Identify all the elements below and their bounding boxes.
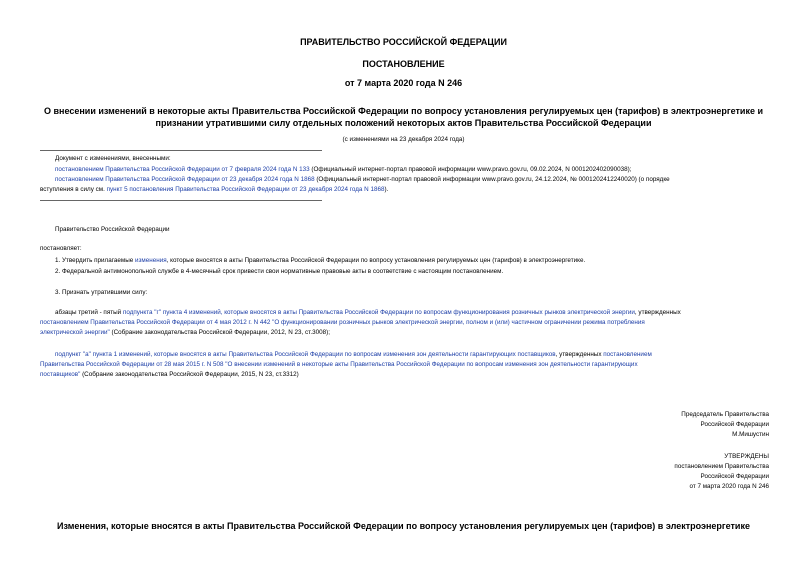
repeal-para-1-line2: [40, 318, 768, 328]
change-entry-2-text: (Официальный интернет-портал правовой информации www.pravo.gov.ru, 24.12.2024, № 0001202412240020) (о порядке: [314, 176, 670, 183]
changes-link[interactable]: изменения: [135, 257, 167, 264]
document-type: ПОСТАНОВЛЕНИЕ: [362, 59, 445, 69]
change-entry-2-cont: вступления в силу см. пункт 5 постановления Правительства Российской Федерации от 23 декабря 2024 года N 1868).: [40, 186, 389, 193]
change-link-133[interactable]: постановлением Правительства Российской Федерации от 7 февраля 2024 года N 133: [55, 166, 310, 173]
change-link-1868[interactable]: постановлением Правительства Российской Федерации от 23 декабря 2024 года N 1868: [55, 176, 315, 183]
bottom-divider: [40, 200, 322, 201]
approved-by: постановлением Правительства: [674, 463, 769, 470]
decree-442-link-cont[interactable]: электрической энергии": [40, 329, 110, 336]
item-2: 2. Федеральной антимонопольной службе в 4-месячный срок привести свои нормативные правовые акты в соответствие с настоящим постановлением.: [55, 268, 504, 275]
repeal-para-2-line2: [40, 360, 638, 370]
edition-note: (с изменениями на 23 декабря 2024 года): [342, 136, 465, 143]
approved-country: Российской Федерации: [700, 473, 769, 480]
decree-508-link[interactable]: постановлением: [603, 351, 652, 358]
repeal-link-changes-508[interactable]: подпункт "а" пункта 1 изменений, которые вносятся в акты Правительства Российской Федерации по вопросам изменения зон деятельности гарантирующих поставщиков: [55, 351, 556, 358]
repeal-link-changes-442[interactable]: подпункта "г" пункта 4 изменений, которые вносятся в акты Правительства Российской Федерации по вопросам функционирования розничных рынков электрической энергии: [122, 309, 635, 316]
repeal-para-2-line3: поставщиков" (Собрание законодательства Российской Федерации, 2015, N 23, ст.3312): [40, 371, 299, 378]
signature-block: [569, 410, 769, 440]
decree-442-link[interactable]: постановлением Правительства Российской Федерации от 4 мая 2012 г. N 442 "О функционировании розничных рынков электрической энергии, полном и (или) частичном ограничении режима потребления: [40, 319, 645, 326]
decree-508-link-end[interactable]: поставщиков": [40, 371, 81, 378]
change-entry-1: [55, 165, 631, 175]
approved-block: [569, 452, 769, 492]
item-1: 1. Утвердить прилагаемые изменения, которые вносятся в акты Правительства Российской Федерации по вопросу установления регулируемых цен (тарифов) в электроэнергетике.: [55, 257, 586, 264]
repeal-para-2-line1: подпункт "а" пункта 1 изменений, которые вносятся в акты Правительства Российской Федерации по вопросам изменения зон деятельности гарантирующих поставщиков, утвержденных постановлением: [55, 351, 652, 358]
signature-name: М.Мишустин: [732, 431, 769, 438]
document-title-line1: О внесении изменений в некоторые акты Правительства Российской Федерации по вопросу установления регулируемых цен (тарифов) в электроэнергетике и: [44, 106, 763, 116]
approved-date: от 7 марта 2020 года N 246: [689, 483, 769, 490]
document-date-number: от 7 марта 2020 года N 246: [344, 78, 463, 88]
change-entry-1-text: (Официальный интернет-портал правовой информации www.pravo.gov.ru, 09.02.2024, N 0001202402090038);: [309, 166, 632, 173]
appendix-title: Изменения, которые вносятся в акты Правительства Российской Федерации по вопросу установления регулируемых цен (тарифов) в электроэнергетике: [57, 521, 750, 531]
decrees-word: постановляет:: [40, 245, 82, 252]
issuer: Правительство Российской Федерации: [55, 226, 170, 233]
item-3: 3. Признать утратившими силу:: [55, 289, 148, 296]
government-heading: ПРАВИТЕЛЬСТВО РОССИЙСКОЙ ФЕДЕРАЦИИ: [300, 37, 507, 47]
change-entry-2: [55, 175, 670, 185]
document-title-line2: признании утратившими силу отдельных положений некоторых актов Правительства Российской Федерации: [155, 118, 652, 128]
repeal-para-1-line1: абзацы третий - пятый подпункта "г" пункта 4 изменений, которые вносятся в акты Правительства Российской Федерации по вопросам функционирования розничных рынков электрической энергии, утвержденных: [55, 309, 681, 316]
repeal-para-1-line3: электрической энергии" (Собрание законодательства Российской Федерации, 2012, N 23, ст.3008);: [40, 329, 330, 336]
signature-title: Председатель Правительства: [681, 411, 769, 418]
decree-508-link-cont[interactable]: Правительства Российской Федерации от 28 мая 2015 г. N 508 "О внесении изменений в некоторые акты Правительства Российской Федерации по вопросам изменения зон деятельности гарантирующих: [40, 361, 638, 368]
entry-into-force-link[interactable]: пункт 5 постановления Правительства Российской Федерации от 23 декабря 2024 года N 1868: [106, 186, 385, 193]
approved-label: УТВЕРЖДЕНЫ: [724, 453, 769, 460]
top-divider: [40, 150, 322, 151]
signature-country: Российской Федерации: [700, 421, 769, 428]
changes-intro: Документ с изменениями, внесенными:: [55, 155, 171, 162]
